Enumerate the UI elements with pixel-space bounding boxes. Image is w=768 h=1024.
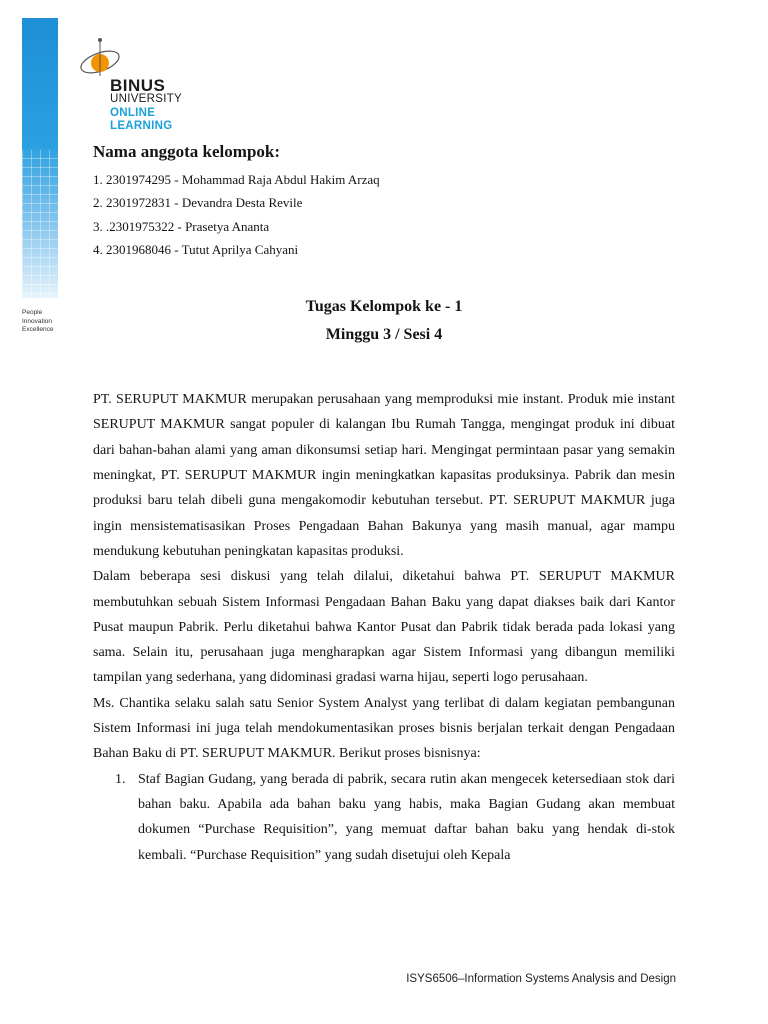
process-step xyxy=(93,767,675,868)
tagline-word: People xyxy=(22,309,43,316)
assignment-title: Tugas Kelompok ke - 1 xyxy=(305,298,463,316)
paragraph: Dalam beberapa sesi diskusi yang telah dilalui, diketahui bahwa PT. SERUPUT MAKMUR membutuhkan sebuah Sistem Informasi Pengadaan Bahan Baku yang dapat diakses baik dari Kantor Pusat maupun Pabrik. Perlu diketahui bahwa Kantor Pusat dan Pabrik tidak berada pada lokasi yang sama. Selain itu, perusahaan juga mengharapkan agar Sistem Informasi yang dibangun memiliki tampilan yang sederhana, yang didominasi gradasi warna hijau, seperti logo perusahaan. xyxy=(93,569,675,686)
step-number: 1. xyxy=(115,771,126,787)
assignment-session: Minggu 3 / Sesi 4 xyxy=(325,326,443,344)
logo-text-binus: BINUS xyxy=(110,76,166,95)
paragraph: PT. SERUPUT MAKMUR merupakan perusahaan yang memproduksi mie instant. Produk mie instant SERUPUT MAKMUR sangat populer di kalangan Ibu Rumah Tangga, mengingat produk ini dibuat dari bahan-bahan alami yang aman dikonsumsi setiap hari. Mengingat permintaan pasar yang semakin meningkat, PT. SERUPUT MAKMUR ingin meningkatkan kapasitas produksinya. Pabrik dan mesin produksi baru telah dibeli guna mengakomodir kebutuhan tersebut. PT. SERUPUT MAKMUR juga ingin mensistematisasikan Proses Pengadaan Bahan Bakunya yang masih manual, agar mampu mendukung kebutuhan peningkatan kapasitas produksi. xyxy=(93,392,675,559)
page-footer: ISYS6506–Information Systems Analysis and Design xyxy=(406,973,676,985)
case-text xyxy=(93,387,675,868)
members-title: Nama anggota kelompok: xyxy=(93,142,281,161)
members-list xyxy=(93,168,675,261)
step-text: Staf Bagian Gudang, yang berada di pabrik, secara rutin akan mengecek ketersediaan stok dari bahan baku. Apabila ada bahan baku yang habis, maka Bagian Gudang akan membuat dokumen “Purchase Requisition”, yang memuat daftar bahan baku yang hendak di-stok kembali. “Purchase Requisition” yang sudah disetujui oleh Kepala xyxy=(138,771,675,863)
process-steps-list xyxy=(93,767,675,868)
university-tagline xyxy=(22,309,82,335)
member-item: 3. .2301975322 - Prasetya Ananta xyxy=(93,218,270,234)
side-strip-pattern xyxy=(22,150,58,300)
assignment-heading xyxy=(93,293,675,349)
paragraph: Ms. Chantika selaku salah satu Senior System Analyst yang terlibat di dalam kegiatan pembangunan Sistem Informasi ini juga telah mendokumentasikan proses bisnis berjalan terkait dengan Pengadaan Bahan Baku di PT. SERUPUT MAKMUR. Berikut proses bisnisnya: xyxy=(93,695,675,762)
document-body xyxy=(93,142,675,868)
binus-logo-mark-icon xyxy=(74,36,124,78)
tagline-word: Innovation xyxy=(22,317,52,325)
logo-text-online: ONLINE xyxy=(110,107,156,119)
tagline-word: Excellence xyxy=(22,326,54,333)
member-item: 2. 2301972831 - Devandra Desta Revile xyxy=(93,195,303,211)
member-item: 4. 2301968046 - Tutut Aprilya Cahyani xyxy=(93,241,299,257)
logo-text-university: UNIVERSITY xyxy=(110,93,183,105)
binus-logo xyxy=(74,36,194,136)
logo-text-learning: LEARNING xyxy=(110,120,173,132)
member-item: 1. 2301974295 - Mohammad Raja Abdul Hakim Arzaq xyxy=(93,172,380,187)
